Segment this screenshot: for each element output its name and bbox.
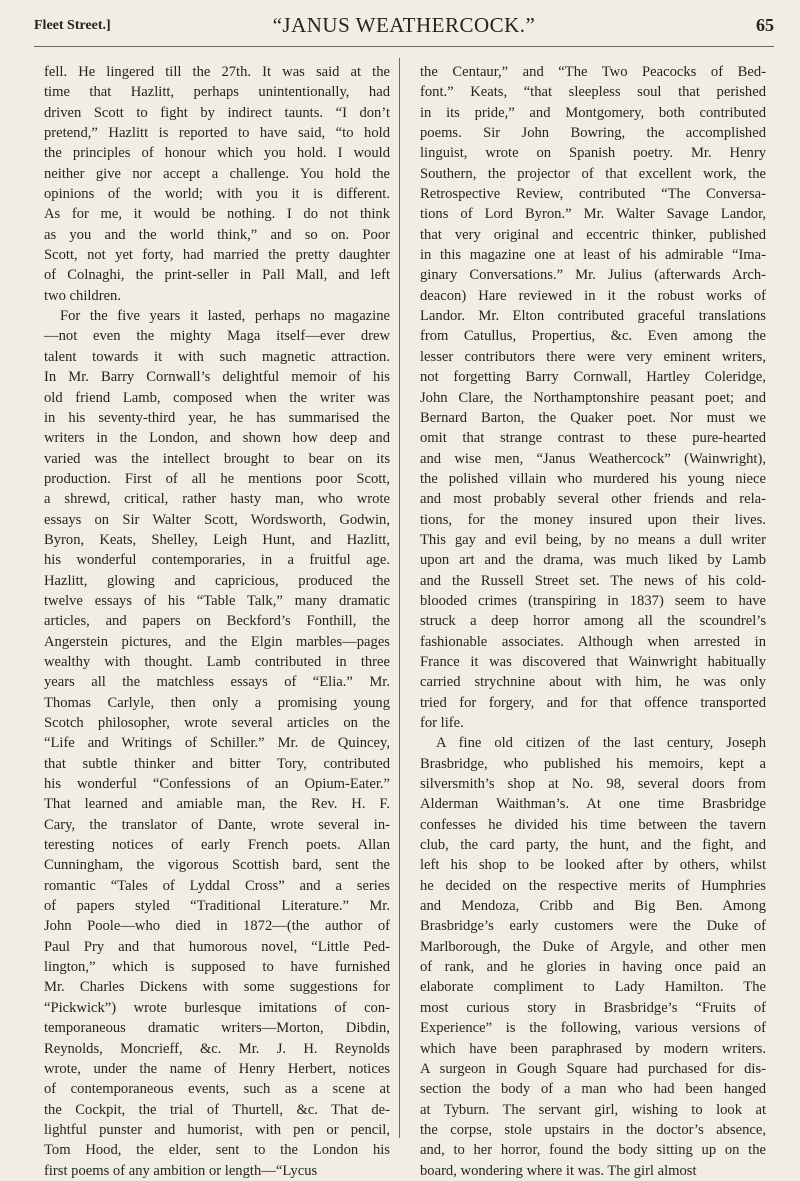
text-line: from Catullus, Propertius, &c. Even among the [420,328,766,345]
text-line: tions of Lord Byron.” Mr. Walter Savage Landor, [420,206,766,223]
text-line: romantic “Tales of Lyddal Cross” and a series [44,877,390,894]
column-divider [399,58,400,1138]
text-line: two children. [44,287,122,304]
text-line: his wonderful contemporaries, in a fruitful age. [44,552,390,569]
text-line: writers in the London, and shown how deep and [44,430,390,447]
text-line: the Cockpit, the trial of Thurtell, &c. That de- [44,1101,390,1118]
text-line: Mr. Charles Dickens with some suggestions for [44,979,390,996]
text-line: Reynolds, Moncrieff, &c. Mr. J. H. Reynolds [44,1040,390,1057]
text-line: driven Scott to fight by indirect taunts. “I don’t [44,104,390,121]
text-line: most curious story in Brasbridge’s “Fruits of [420,999,766,1016]
paragraph [44,306,390,1181]
text-line: of Colnaghi, the print-seller in Pall Mall, and left [44,267,390,284]
text-line: tried for forgery, and for that offence transported [420,694,766,711]
running-title: “JANUS WEATHERCOCK.” [272,13,536,37]
text-line: his wonderful “Confessions of an Opium-Eater.” [44,776,390,793]
text-line: Thomas Carlyle, then only a promising young [44,694,390,711]
running-header [34,10,774,40]
text-line: time that Hazlitt, perhaps unintentionally, had [44,84,390,101]
text-line: lington,” which is supposed to have furnished [44,959,390,976]
paragraph [420,62,766,733]
text-line: A fine old citizen of the last century, Joseph [436,735,766,752]
text-line: Tom Hood, the elder, sent to the London his [44,1142,390,1159]
text-line: in this magazine one at least of his admirable “Ima- [420,247,766,264]
text-line: Retrospective Review, contributed “The Conversa- [420,186,766,203]
text-line: omit that strange contrast to these pure-hearted [420,430,766,447]
text-line: the Centaur,” and “The Two Peacocks of Bed- [420,64,766,80]
text-line: Angerstein pictures, and the Elgin marbles—pages [44,633,390,650]
text-line: Marlborough, the Duke of Argyle, and other men [420,938,766,955]
header-rule [34,46,774,47]
text-line: Cunningham, the vigorous Scottish bard, sent the [44,857,390,874]
text-line: which have been paraphrased by modern writers. [420,1040,766,1057]
text-line: struck a deep horror among all the scoundrel’s [420,613,766,630]
text-line: That learned and amiable man, the Rev. H. F. [44,796,390,813]
text-line: France it was discovered that Wainwright habitually [420,653,766,670]
text-line: not forgetting Barry Cornwall, Hartley Coleridge, [420,369,766,386]
text-line: the principles of honour which you hold. I would [44,145,390,162]
text-line: This gay and evil being, by no means a dull writer [420,531,766,548]
text-line: Landor. Mr. Elton contributed graceful translations [420,308,766,325]
text-line: Paul Pry and that humorous novel, “Little Ped- [44,938,390,955]
text-line: Cary, the translator of Dante, wrote several in- [44,816,390,833]
text-line: club, the card party, the hunt, and the fight, and [420,837,766,854]
text-line: years all the matchless essays of “Elia.” Mr. [44,674,390,691]
text-line: Alderman Waithman’s. At one time Brasbridge [420,796,766,813]
text-line: a shrewd, critical, rather hasty man, who wrote [44,491,390,508]
text-line: teresting notices of early French poets. Allan [44,837,390,854]
text-line: John Clare, the Northamptonshire peasant poet; and [420,389,766,406]
text-line: font.” Keats, “that sleepless soul that perished [420,84,766,101]
text-line: and the Russell Street set. The news of his cold- [420,572,766,589]
text-line: —not even the mighty Maga itself—ever drew [44,328,390,345]
text-line: As for me, it would be nothing. I do not think [44,206,390,223]
paragraph [420,733,766,1181]
text-line: temporaneous dramatic writers—Morton, Dibdin, [44,1020,390,1037]
text-line: tions, for the money insured upon their lives. [420,511,766,528]
text-line: left his shop to be looked after by others, whilst [420,857,766,874]
text-line: ginary Conversations.” Mr. Julius (afterwards Arch- [420,267,766,284]
text-line: Brasbridge, who published his memoirs, kept a [420,755,766,772]
text-line: board, wondering where it was. The girl almost [420,1162,697,1179]
text-line: the polished villain who murdered his young niece [420,470,766,487]
text-line: production. First of all he mentions poor Scott, [44,470,390,487]
text-line: lightful punster and humorist, with pen or pencil, [44,1121,390,1138]
text-line: and Mendoza, Cribb and Big Ben. Among [420,898,766,915]
text-line: Southern, the projector of that excellent work, the [420,165,766,182]
text-line: talent towards it with such magnetic attraction. [44,348,390,365]
text-line: old friend Lamb, composed when the writer was [44,389,390,406]
text-line: essays on Sir Walter Scott, Wordsworth, Godwin, [44,511,390,528]
text-line: “Life and Writings of Schiller.” Mr. de Quincey, [44,735,390,752]
page-number: 65 [756,15,774,35]
text-line: he decided on the respective merits of Humphries [420,877,766,894]
text-line: A surgeon in Gough Square had purchased for dis- [420,1060,766,1077]
text-line: twelve essays of his “Table Talk,” many dramatic [44,592,390,609]
text-line: in his seventy-third year, he has summarised the [44,409,390,426]
text-line: Hazlitt, glowing and capricious, produced the [44,572,390,589]
text-line: first poems of any ambition or length—“Lycus [44,1162,318,1179]
text-line: fashionable associates. Although when arrested in [420,633,766,650]
text-line: varied was the intellect brought to bear on its [44,450,390,467]
text-line: Scott, not yet forty, had married the pretty daughter [44,247,390,264]
text-line: carried strychnine about with him, he was only [420,674,766,691]
section-label: Fleet Street.] [34,18,111,33]
left-column [44,62,390,1181]
text-line: linguist, wrote on Spanish poetry. Mr. Henry [420,145,766,162]
text-line: deacon) Hare reviewed in it the robust works of [420,287,766,304]
text-line: In Mr. Barry Cornwall’s delightful memoir of his [44,369,390,386]
text-line: Scotch philosopher, wrote several articles on the [44,715,390,731]
text-line: the corpse, stole upstairs in the doctor’s absence, [420,1121,766,1138]
text-line: that very original and eccentric thinker, published [420,226,766,243]
text-line: Bernard Barton, the Quaker poet. Nor must we [420,409,766,426]
text-line: section the body of a man who had been hanged [420,1081,766,1098]
text-line: that subtle thinker and bitter Tory, contributed [44,755,390,772]
text-line: of papers styled “Traditional Literature.” Mr. [44,898,390,915]
text-line: silversmith’s shop at No. 98, several doors from [420,776,766,793]
right-column [420,62,766,1181]
text-line: lesser contributors there were very eminent writers, [420,348,766,365]
text-line: neither give nor accept a challenge. You hold the [44,165,390,182]
text-line: John Poole—who died in 1872—(the author of [44,918,390,935]
text-line: Brasbridge’s early customers were the Duke of [420,918,766,935]
text-line: wrote, under the name of Henry Herbert, notices [44,1060,390,1077]
text-line: For the five years it lasted, perhaps no magazine [60,308,390,325]
text-line: Experience” is the following, various versions of [420,1020,766,1037]
paragraph [44,62,390,306]
text-line: and wise men, “Janus Weathercock” (Wainwright), [420,450,766,467]
text-line: at Tyburn. The servant girl, wishing to look at [420,1101,766,1118]
text-line: fell. He lingered till the 27th. It was said at the [44,64,390,80]
text-line: opinions of the world; with you it is different. [44,186,390,203]
text-line: pretend,” Hazlitt is reported to have said, “to hold [44,125,390,142]
text-line: as you and the world think,” and so on. Poor [44,226,390,243]
text-line: in its pride,” and Montgomery, both contributed [420,104,766,121]
text-line: poems. Sir John Bowring, the accomplished [420,125,766,142]
text-line: upon art and the drama, was much liked by Lamb [420,552,766,569]
text-line: of rank, and he glories in having once paid an [420,959,766,976]
text-line: and, to her horror, found the body sitting up on the [420,1142,766,1159]
text-line: and most probably several other friends and rela- [420,491,766,508]
text-line: of contemporaneous events, such as a scene at [44,1081,390,1098]
text-line: for life. [420,715,464,731]
text-line: blooded crimes (transpiring in 1837) seem to have [420,592,766,609]
text-line: confesses he divided his time between the tavern [420,816,766,833]
text-line: “Pickwick”) wrote burlesque imitations of con- [44,999,390,1016]
text-line: articles, and papers on Beckford’s Fonthill, the [44,613,390,630]
text-line: Byron, Keats, Shelley, Leigh Hunt, and Hazlitt, [44,531,390,548]
text-line: elaborate compliment to Lady Hamilton. The [420,979,766,996]
text-line: wealthy with thought. Lamb contributed in three [44,653,390,670]
